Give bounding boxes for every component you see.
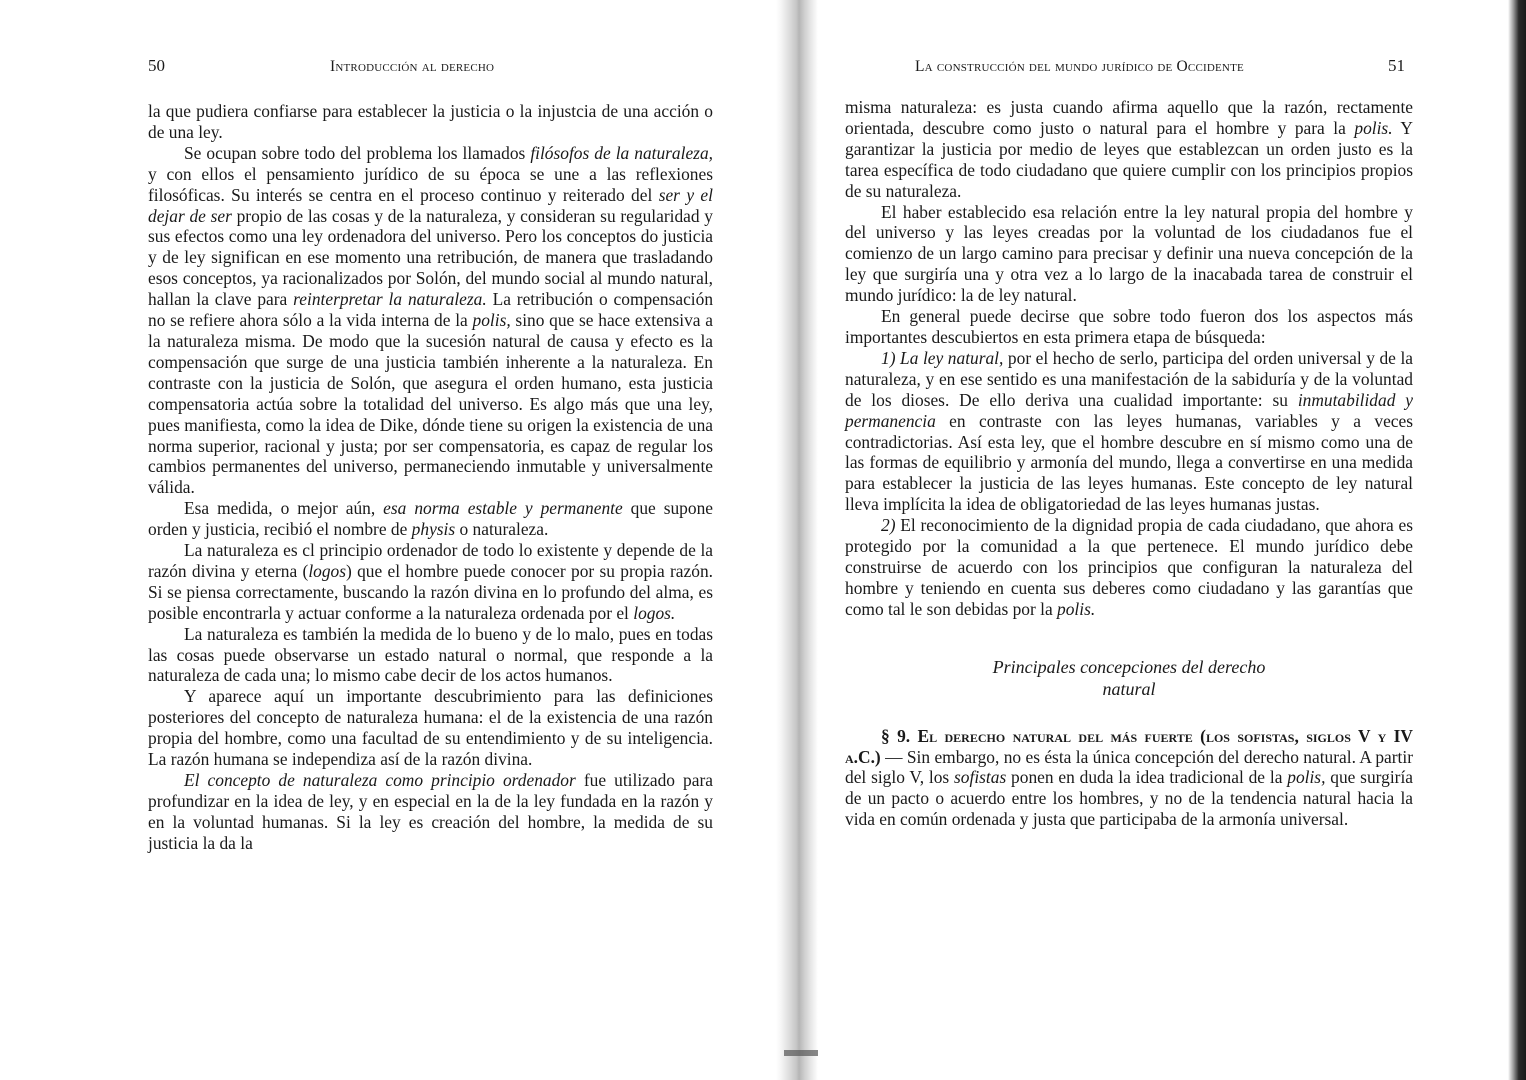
text-run: que supone orden y justicia, recibió el nombre de (148, 498, 713, 540)
paragraph (845, 348, 1413, 515)
italic-text: polis, (1287, 767, 1326, 788)
italic-text: esa norma estable y permanente (383, 498, 623, 519)
text-run: La naturaleza es cl principio ordenador de todo lo existente y depende de la razón divina y eterna ( (148, 540, 713, 581)
text-run: por el hecho de serlo, participa del orden universal y de la naturaleza, y en ese sentido es una manifestación de la sabiduría y de la voluntad de los dioses. De ello deriva una cualidad importante: su (845, 347, 1413, 410)
left-page-body (148, 101, 713, 854)
paragraph (845, 97, 1413, 202)
text-run: misma naturaleza: es justa cuando afirma aquello que la razón, rectamente orientada, descubre como justo o natural para el hombre y para la (845, 97, 1413, 138)
section-heading-line1: Principales concepciones del derecho (992, 656, 1266, 677)
italic-text: filósofos de la naturaleza, (530, 142, 713, 163)
right-page-body (845, 97, 1413, 830)
text-run: y con ellos el pensamiento jurídico de su época se une a las reflexiones filosóficas. Su interés se centra en el proceso continuo y reiterado del (148, 163, 713, 205)
text-run: La naturaleza es también la medida de lo bueno y de lo malo, pues en todas las cosas puede observarse un estado natural o normal, que responde a la naturaleza de cada una; lo mismo cabe decir de los actos humanos. (148, 623, 713, 686)
text-run: El haber establecido esa relación entre la ley natural propia del hombre y del universo y las leyes creadas por la voluntad de los ciudadanos fue el comienzo de un largo camino para precisar y definir una nueva concepción de la ley que surgiría una y otra vez a lo largo de la inacabada tarea de construir el mundo jurídico: la de ley natural. (845, 201, 1413, 306)
text-run: fue utilizado para profundizar en la idea de ley, y en especial en la de la ley fundada en la razón y en la voluntad humanas. Si la ley es creación del hombre, la medida de su justicia la da la (148, 770, 713, 853)
text-run: El reconocimiento de la dignidad propia de cada ciudadano, que ahora es protegido por la comunidad a la que pertenece. El mundo jurídico debe construirse de acuerdo con los principios que configuran la naturaleza del hombre y teniendo en cuenta sus deberes como ciudadano y las garantías que como tal le son debidas por la (845, 515, 1413, 619)
paragraph (148, 498, 713, 540)
section-9-title: El derecho natural del más fuerte (los sofistas, siglos V y IV a.C.) (845, 725, 1413, 767)
text-run: en contraste con las leyes humanas, variables y a veces contradictorias. Así esta ley, que el hombre descubre en sí mismo como una de las formas de equilibrio y armonía del mundo, llega a convertirse en una medida para establecer la justicia de las leyes humanas. Este concepto de ley natural lleva implícita la idea de obligatoriedad de las leyes humanas justas. (845, 410, 1413, 515)
spine-mark (784, 1050, 818, 1056)
section-9-paragraph (845, 726, 1413, 831)
italic-text: logos. (633, 602, 676, 623)
italic-text: physis (411, 519, 456, 540)
italic-text: reinterpretar la naturaleza. (293, 289, 487, 310)
section-9-text (845, 747, 1413, 830)
paragraph (845, 202, 1413, 307)
italic-text: polis, (472, 310, 511, 331)
page-number-left: 50 (148, 56, 165, 75)
italic-text: inmutabilidad y permanencia (845, 389, 1413, 431)
right-paragraphs (845, 97, 1413, 620)
text-run: o naturaleza. (455, 519, 549, 540)
text-run: Y aparece aquí un importante descubrimiento para las definiciones posteriores del concepto de naturaleza humana: el de la existencia de una razón propia del hombre, como una facultad de su entendimiento y de su inteligencia. La razón humana se independiza así de la razón divina. (148, 686, 713, 770)
text-run: ) que el hombre puede conocer por su propia razón. Si se piensa correctamente, buscando la razón divina en lo profundo del alma, es posible encontrarla y actuar conforme a la naturaleza ordenada por el (148, 560, 713, 623)
paragraph (845, 306, 1413, 348)
running-head-right: La construcción del mundo jurídico de Occidente (915, 58, 1244, 75)
italic-text: polis. (1354, 117, 1393, 138)
paragraph (148, 624, 713, 687)
section-heading (845, 656, 1413, 700)
paragraph (148, 143, 713, 498)
italic-text: 1) La ley natural, (881, 347, 1004, 368)
italic-text: polis. (1057, 598, 1096, 619)
paragraph (845, 515, 1413, 620)
running-head-left: Introducción al derecho (330, 58, 495, 75)
paragraph (148, 540, 713, 624)
text-run: ponen en duda la idea tradicional de la (1006, 767, 1288, 788)
text-run: Y garantizar la justicia por medio de leyes que establezcan un orden justo es la tarea específica de todo ciudadano que quiere cumplir con los principios propios de su naturaleza. (845, 117, 1413, 201)
italic-text: ser y el dejar de ser (148, 184, 713, 226)
page-edge-right (1508, 0, 1526, 1080)
paragraph (148, 770, 713, 854)
text-run: En general puede decirse que sobre todo fueron dos los aspectos más importantes descubiertos en esta primera etapa de búsqueda: (845, 306, 1413, 347)
italic-text: El concepto de naturaleza como principio ordenador (184, 770, 576, 790)
section-9-number: § 9. (881, 725, 911, 746)
text-run: Sin embargo, no es ésta la única concepción del derecho natural. A partir del siglo V, los (845, 746, 1413, 788)
text-run: que surgiría de un pacto o acuerdo entre los hombres, y no de la tendencia natural hacia la vida en común ordenada y justa que participaba de la armonía universal. (845, 767, 1413, 830)
page-number-right: 51 (1388, 56, 1405, 75)
paragraph (148, 686, 713, 770)
italic-text: sofistas (954, 767, 1007, 788)
book-spine-shadow (776, 0, 818, 1080)
italic-text: logos (308, 560, 346, 581)
section-9-dash: — (885, 746, 903, 767)
text-run: Se ocupan sobre todo del problema los llamados (184, 142, 531, 163)
text-run: sino que se hace extensiva a la naturaleza misma. De modo que la sucesión natural de causa y efecto es la compensación que surge de una justicia también inherente a la naturaleza. En contraste con la justicia de Solón, que asegura el orden humano, esta justicia compensatoria actúa sobre la totalidad del universo. Es algo más que una ley, pues manifiesta, como la idea de Dike, dónde tiene su origen la existencia de una norma superior, racional y justa; por ser compensatoria, es capaz de regular los cambios permanentes del universo, permaneciendo inmutable y universalmente válida. (148, 310, 713, 498)
text-run: propio de las cosas y de la naturaleza, y consideran su regularidad y sus efectos como una ley ordenadora del universo. Pero los conceptos do justicia y de ley significan en ese momento una retribución, de manera que trasladando esos conceptos, ya racionalizados por Solón, del mundo social al mundo natural, hallan la clave para (148, 205, 713, 310)
text-run: Esa medida, o mejor aún, (184, 498, 384, 519)
section-heading-line2: natural (1102, 678, 1156, 699)
text-run: La retribución o compensación no se refiere ahora sólo a la vida interna de la (148, 289, 714, 331)
italic-text: 2) (881, 515, 896, 536)
paragraph (148, 101, 713, 143)
text-run: la que pudiera confiarse para establecer la justicia o la injustcia de una acción o de una ley. (148, 101, 713, 142)
right-page (815, 0, 1515, 1080)
